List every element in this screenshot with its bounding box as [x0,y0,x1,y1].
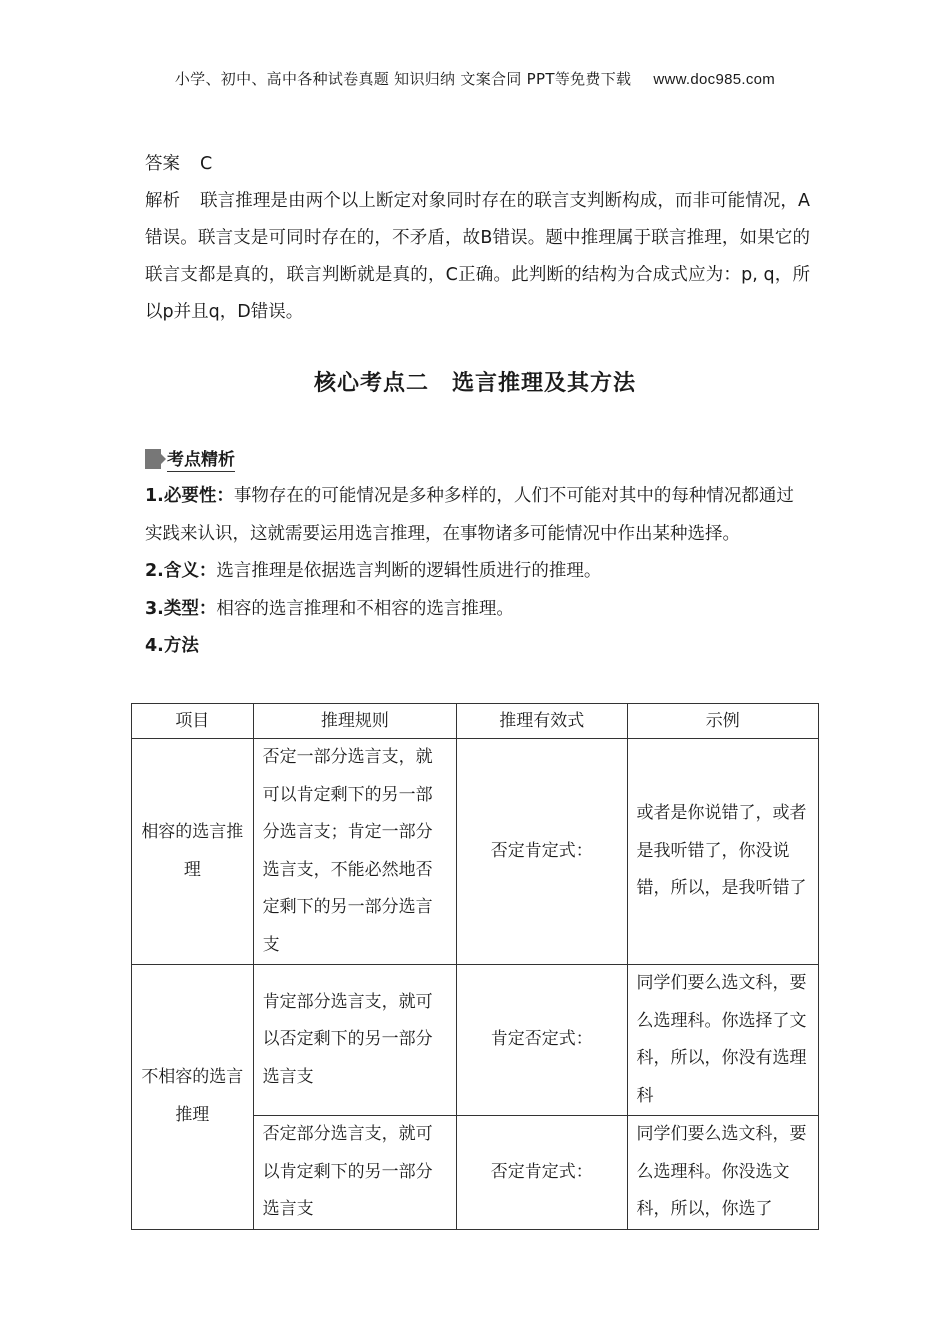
table-header-cell: 示例 [627,704,818,739]
table-cell-rule: 否定一部分选言支，就可以肯定剩下的另一部分选言支；肯定一部分选言支，不能必然地否定剩下的另一部分选言支 [253,739,456,965]
header-text: 小学、初中、高中各种试卷真题 知识归纳 文案合同 PPT等免费下载 [174,70,632,88]
page-header [0,68,950,89]
point-2-head: 2.含义： [145,561,217,581]
point-1-head: 1.必要性： [145,486,234,506]
point-4 [145,628,810,666]
point-3 [145,591,810,629]
table-header-row [132,704,819,739]
point-3-body: 相容的选言推理和不相容的选言推理。 [216,598,514,619]
kaodian-heading [145,445,235,472]
header-site-link[interactable]: www.doc985.com [653,71,776,88]
table-row [132,739,819,965]
point-1 [145,478,810,553]
table-cell-example: 同学们要么选文科，要么选理科。你选择了文科，所以，你没有选理科 [627,965,818,1116]
table-header-cell: 推理有效式 [457,704,628,739]
table-row [132,965,819,1116]
point-2 [145,553,810,591]
analysis-label: 解析 [145,191,180,211]
analysis-text: 联言推理是由两个以上断定对象同时存在的联言支判断构成，而非可能情况，A错误。联言支是可同时存在的，不矛盾，故B错误。题中推理属于联言推理，如果它的联言支都是真的，联言判断就是真的，C正确。此判断的结构为合成式应为：p, q，所以p并且q，D错误。 [145,191,810,322]
points-list [145,478,810,666]
table-header-cell: 项目 [132,704,254,739]
table-cell-example: 同学们要么选文科，要么选理科。你没选文科，所以，你选了 [627,1116,818,1230]
point-2-body: 选言推理是依据选言判断的逻辑性质进行的推理。 [216,561,602,581]
method-table [131,703,819,1230]
table-cell-example: 或者是你说错了，或者是我听错了，你没说错，所以，是我听错了 [627,739,818,965]
answer-value: C [200,154,213,174]
bookmark-icon [145,449,161,469]
table-header-cell: 推理规则 [253,704,456,739]
table-cell-item: 不相容的选言推理 [132,965,254,1230]
table-cell-form: 否定肯定式： [457,739,628,965]
table-cell-rule: 否定部分选言支，就可以肯定剩下的另一部分选言支 [253,1116,456,1230]
answer-block [145,146,810,183]
table-cell-form: 否定肯定式： [457,1116,628,1230]
point-1-body: 事物存在的可能情况是多种多样的，人们不可能对其中的每种情况都通过实践来认识，这就需要运用选言推理，在事物诸多可能情况中作出某种选择。 [145,486,794,544]
table-cell-form: 肯定否定式： [457,965,628,1116]
point-3-head: 3.类型： [145,598,217,619]
table-cell-item: 相容的选言推理 [132,739,254,965]
point-4-head: 4.方法 [145,636,199,656]
analysis-block [145,183,810,331]
answer-label: 答案 [145,154,180,174]
table-cell-rule: 肯定部分选言支，就可以否定剩下的另一部分选言支 [253,965,456,1116]
kaodian-label: 考点精析 [167,445,235,472]
section-title: 核心考点二 选言推理及其方法 [313,371,636,396]
